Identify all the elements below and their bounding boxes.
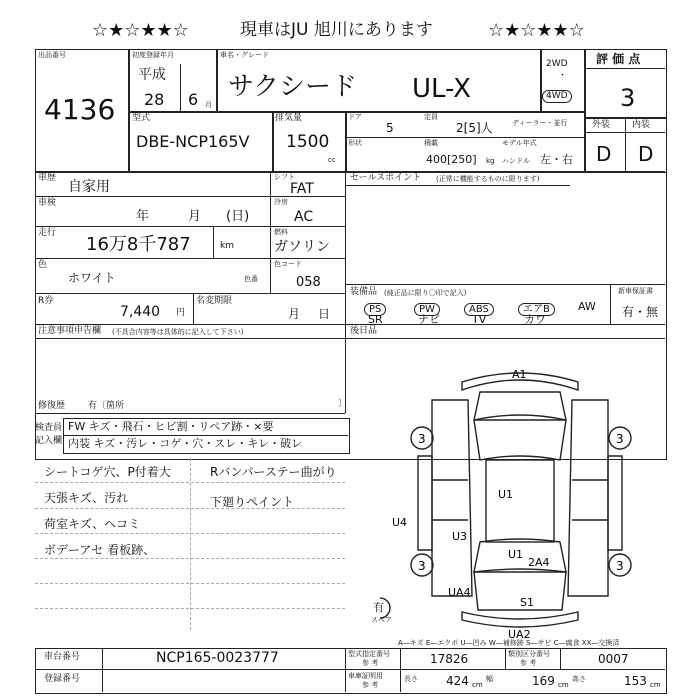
inspection-label: 車検 [38,198,57,208]
chassis-value: NCP165-0023777 [156,650,279,666]
steering-value: 左・右 [540,153,573,166]
color-value: ホワイト [68,271,116,285]
ac-value: AC [294,209,314,225]
score-value: 3 [620,84,636,112]
reg-label: 初度登録年月 [132,51,174,59]
inspection-month-unit: 月 [188,209,202,224]
vcert-sub: 参 考 [362,681,379,689]
equipment-label: 装備品 [350,287,378,297]
model-year-label: モデル年式 [502,139,537,147]
note-left-4: ボデーアセ 看板跡、 [44,543,156,557]
load-label: 積載 [424,139,438,147]
inspector-label-2: 記入欄 [35,436,63,446]
selling-points-label: セールスポイント [350,173,422,183]
model-grade: UL-X [412,74,471,104]
equip-sr: SR [368,313,383,326]
diag-rear-left: UA4 [448,586,471,599]
drive-4wd: 4WD [542,90,572,103]
spare-badge-sub: スペア [371,616,392,624]
repair-label: 修復歴 [38,401,66,411]
displacement-unit: cc [328,156,336,164]
ac-label: 冷房 [274,198,288,206]
vcert-label: 車庫証明用 [348,672,383,680]
load-value: 400[250] [426,153,477,166]
fuel-label: 燃料 [274,228,288,236]
note-left-3: 荷室キズ、ヘコミ [44,517,141,531]
equip-airbag-mark: エアB [518,299,555,316]
title-deadline-label: 名変期限 [196,296,233,306]
load-unit: kg [486,157,495,165]
selling-points-note: (正常に機能するものに限ります) [436,175,540,183]
equip-navi: ナビ [418,313,440,326]
diag-top: U1 [498,488,514,501]
note-right-2: 下廻りペイント [210,495,295,509]
diag-ring-br: 3 [616,559,624,573]
equip-pw-mark: PW [414,299,440,316]
cert-label: 型式指定番号 [348,650,390,658]
repair-value: 有〔箇所 [88,401,125,411]
diag-ring-tr: 3 [616,432,624,446]
recycle-unit: 円 [176,308,186,318]
color-number-label: 色番 [244,275,258,283]
shape-label: 形状 [348,139,362,147]
mileage-label: 走行 [38,228,57,238]
registration-label: 登録番号 [44,674,81,684]
color-code: 058 [296,275,321,290]
lot-label: 出品番号 [38,51,66,59]
exterior-value: D [596,142,612,166]
notes-note: (不具合内容等は具体的に記入して下さい) [112,328,244,336]
diag-middle: U1 [508,548,524,561]
shift-label: シフト [274,173,295,181]
chassis-label: 車台番号 [44,652,81,662]
capacity-label: 定員 [424,113,438,121]
legend-row-interior: 内装 キズ・汚レ・コゲ・穴・スレ・キレ・破レ [68,437,303,450]
color-code-label: 色コード [274,260,302,268]
height-value: 153 [624,674,647,688]
category-value: 0007 [598,652,629,666]
capacity-value: 2[5]人 [456,121,493,135]
cert-sub: 参 考 [362,659,379,667]
inspector-label: 検査員 [35,423,63,433]
fuel-value: ガソリン [274,239,330,255]
title-deadline-month: 月 [288,307,301,321]
diag-ring-tl: 3 [418,432,426,446]
type-value: DBE-NCP165V [136,132,250,151]
doors-label: ドア [348,113,362,121]
diag-tail: S1 [520,596,534,609]
diag-left: U4 [392,516,408,529]
reg-era: 平成 [138,67,166,83]
header-stars-left: ☆★☆★★☆ [92,20,189,41]
type-label: 型式 [132,113,151,123]
dealer-label: ディーラー・並行 [512,119,568,127]
displacement-label: 排気量 [275,113,303,123]
width-value: 169 [532,674,555,688]
title-deadline-day: 日 [318,307,331,321]
note-left-1: シートコゲ穴、P付着大 [44,465,171,479]
diag-seat-area: 2A4 [528,556,550,569]
model-label: 車名・グレード [220,51,269,59]
recycle-label: R券 [38,296,54,306]
warranty-value: 有・無 [622,305,659,319]
legend-row-fw: FW キズ・飛石・ヒビ割・リペア跡・×要 [68,420,274,433]
equip-tv: TV [472,313,487,326]
height-unit: cm [650,681,661,689]
lot-number: 4136 [44,93,116,126]
steering-label: ハンドル [502,157,530,165]
diag-mid-left: U3 [452,530,468,543]
equip-abs-mark: ABS [464,299,494,316]
category-sub: 参 考 [520,659,537,667]
length-label: 長さ [404,675,418,683]
reg-month: 6 [188,90,199,109]
inspection-day: (日) [226,209,250,224]
doors-value: 5 [386,121,394,135]
height-label: 高さ [572,675,586,683]
recycle-value: 7,440 [120,304,161,320]
mileage-unit: km [220,241,234,251]
exterior-label: 外装 [592,120,611,130]
warranty-label: 新車保証書 [618,287,653,295]
equip-aw-mark: AW [578,300,596,313]
history-value: 自家用 [68,179,110,195]
equip-ps-mark: PS [364,299,386,316]
repair-bracket: 〕 [338,399,348,409]
reg-year: 28 [144,90,165,109]
width-label: 幅 [486,675,493,683]
equipment-note: (純正品に限り〇印で記入) [384,289,467,297]
note-left-2: 天張キズ、汚れ [44,491,129,505]
car-damage-diagram [380,360,665,640]
drive-dot: ・ [558,71,568,81]
retrofit-label: 後日品 [350,326,378,336]
reg-month-unit: 月 [205,101,212,109]
notes-label: 注意事項申告欄 [38,326,102,336]
damage-legend: A―キズ E―エクボ U―凹み W―補修跡 S―サビ C―腐食 XX―交換済 [398,639,620,647]
equip-leather: カワ [524,313,546,326]
header-notice: 現車はJU 旭川にあります [240,20,433,40]
interior-label: 内装 [632,120,651,130]
displacement-value: 1500 [286,132,330,152]
shift-value: FAT [290,181,314,197]
interior-value: D [638,142,654,166]
inspection-year-unit: 年 [136,209,150,224]
width-unit: cm [558,681,569,689]
length-unit: cm [472,681,483,689]
spare-badge: 有 [373,601,384,614]
model-name: サクシード [228,72,357,102]
length-value: 424 [446,674,469,688]
diag-rear: UA2 [508,628,531,640]
color-label: 色 [38,260,48,270]
diag-ring-bl: 3 [418,559,426,573]
history-label: 車歴 [38,173,57,183]
drive-2wd: 2WD [546,59,568,69]
category-label: 類別区分番号 [508,650,550,658]
score-label: 評 価 点 [596,52,641,66]
header-stars-right: ☆★☆★★☆ [488,20,585,41]
cert-value: 17826 [430,652,469,666]
mileage-value: 16万8千787 [86,234,191,255]
diag-front: A1 [512,368,527,381]
note-right-1: Rバンパーステー曲がり [210,465,337,479]
